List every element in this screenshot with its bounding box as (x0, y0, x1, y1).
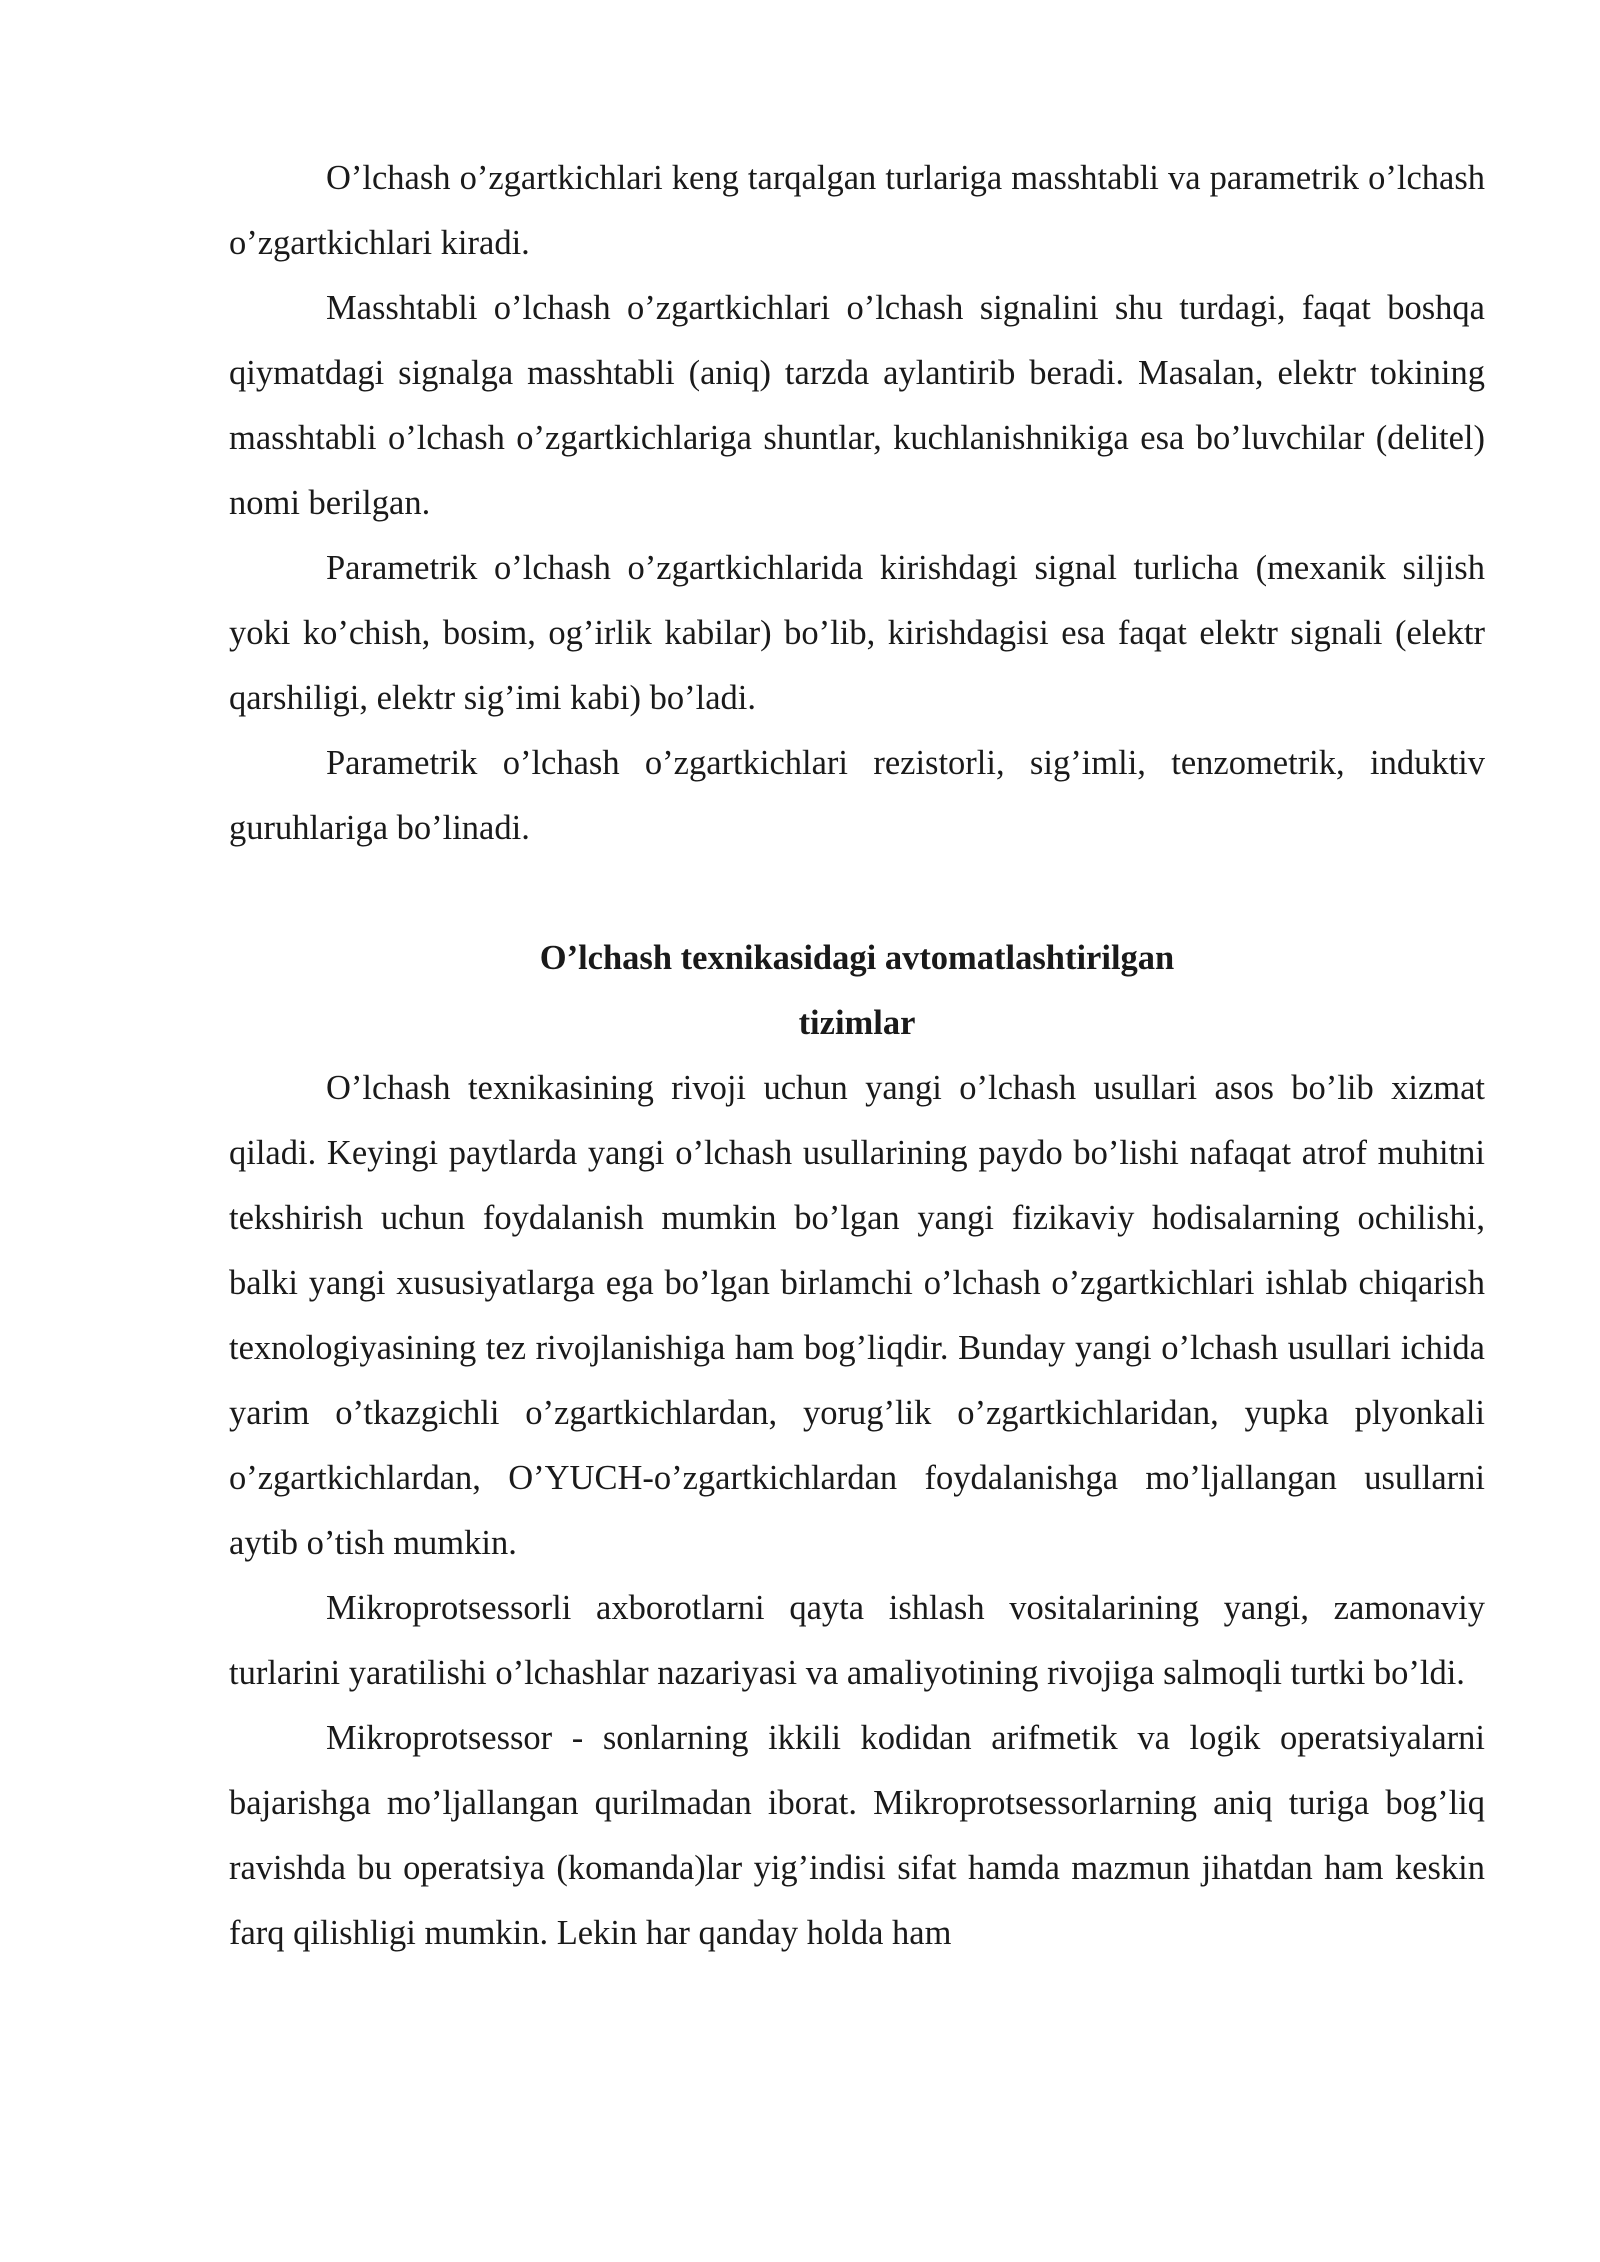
document-page (229, 146, 1485, 1966)
paragraph-parametric-groups: Parametrik o’lchash o’zgartkichlari rezistorli, sig’imli, tenzometrik, induktiv guruhlariga bo’linadi. (229, 744, 1485, 847)
section-heading-line1: O’lchash texnikasidagi avtomatlashtirilgan (539, 939, 1175, 977)
paragraph-new-methods: O’lchash texnikasining rivoji uchun yangi o’lchash usullari asos bo’lib xizmat qiladi. Keyingi paytlarda yangi o’lchash usullarining paydo bo’lishi nafaqat atrof muhitni tekshirish uchun foydalanish mumkin bo’lgan yangi fizikaviy hodisalarning ochilishi, balki yangi xususiyatlarga ega bo’lgan birlamchi o’lchash o’zgartkichlari ishlab chiqarish texnologiyasining tez rivojlanishiga ham bog’liqdir. Bunday yangi o’lchash usullari ichida yarim o’tkazgichli o’zgartkichlardan, yorug’lik o’zgartkichlaridan, yupka plyonkali o’zgartkichlardan, O’YUCH-o’zgartkichlardan foydalanishga mo’ljallangan usullarni aytib o’tish mumkin. (229, 1069, 1485, 1562)
paragraph-scale-converters-intro: O’lchash o’zgartkichlari keng tarqalgan turlariga masshtabli va parametrik o’lchash o’zgartkichlari kiradi. (229, 159, 1485, 262)
paragraph-scale-converters: Masshtabli o’lchash o’zgartkichlari o’lchash signalini shu turdagi, faqat boshqa qiymatdagi signalga masshtabli (aniq) tarzda aylantirib beradi. Masalan, elektr tokining masshtabli o’lchash o’zgartkichlariga shuntlar, kuchlanishnikiga esa bo’luvchilar (delitel) nomi berilgan. (229, 289, 1485, 522)
paragraph-microprocessor-tools: Mikroprotsessorli axborotlarni qayta ishlash vositalarining yangi, zamonaviy turlarini yaratilishi o’lchashlar nazariyasi va amaliyotining rivojiga salmoqli turtki bo’ldi. (229, 1589, 1485, 1692)
section-gap (229, 861, 1485, 926)
paragraph-microprocessor-definition: Mikroprotsessor - sonlarning ikkili kodidan arifmetik va logik operatsiyalarni bajarishga mo’ljallangan qurilmadan iborat. Mikroprotsessorlarning aniq turiga bog’liq ravishda bu operatsiya (komanda)lar yig’indisi sifat hamda mazmun jihatdan ham keskin farq qilishligi mumkin. Lekin har qanday holda ham (229, 1719, 1485, 1952)
paragraph-parametric-converters: Parametrik o’lchash o’zgartkichlarida kirishdagi signal turlicha (mexanik siljish yoki ko’chish, bosim, og’irlik kabilar) bo’lib, kirishdagisi esa faqat elektr signali (elektr qarshiligi, elektr sig’imi kabi) bo’ladi. (229, 549, 1485, 717)
section-heading-line2: tizimlar (798, 1004, 916, 1042)
section-heading (229, 926, 1485, 1056)
